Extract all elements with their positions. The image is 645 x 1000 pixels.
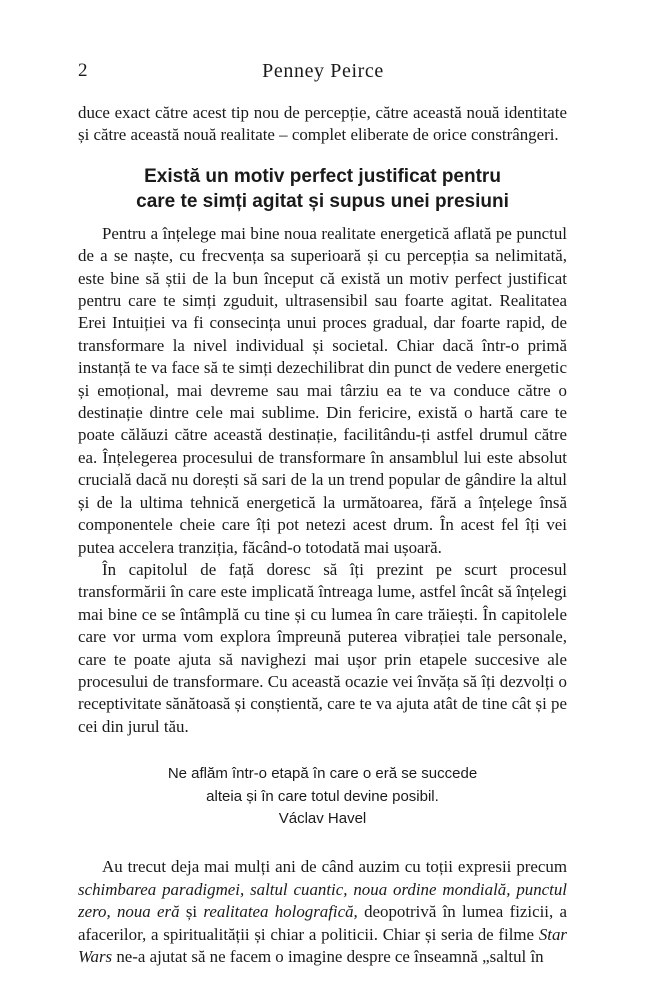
- quote-line-2: alteia și în care totul devine posibil.: [206, 787, 439, 805]
- paragraph-3-italic-terms: schimbarea paradigmei, saltul cuantic, noua ordine mondială, punctul zero, noua eră: [78, 879, 567, 922]
- paragraph-3-text-2: și: [179, 902, 204, 922]
- page-header: [78, 58, 568, 88]
- section-heading-line-2: care te simți agitat și supus unei presiuni: [136, 190, 509, 212]
- paragraph-1: Pentru a înțelege mai bine noua realitate energetică aflată pe punctul de a se naște, cu frecvența sa superioară și cu percepția sa nelimitată, este bine să știi de la bun început că există un motiv perfect justificat pentru care te simți zguduit, ultrasensibil sau foarte agitat. Realitatea Erei Intuiției va fi consecința unui proces gradual, dar foarte rapid, de transformare la nivel individual și societal. Chiar dacă într-o primă instanță te va face să te simți dezechilibrat din punct de vedere energetic și emoțional, mai devreme sau mai târziu ea te va conduce către o destinație dintre cele mai sublime. Din fericire, există o hartă care te poate călăuzi către această destinație, facilitându-ți astfel drumul către ea. Înțelegerea procesului de transformare în ansamblul lui este absolut crucială dacă nu dorești să sari de la un trend popular de gândire la altul și de la ultima tehnică energetică la următoarea, fără a înțelege însă componentele cheie care îți pot netezi acest drum. În acest fel îți vei putea accelera tranziția, făcând-o totodată mai ușoară.: [78, 223, 567, 557]
- paragraph-3-italic-holographic: realitatea holografică,: [203, 902, 358, 922]
- paragraph-2: În capitolul de față doresc să îți prezint pe scurt procesul transformării în care este implicată întreaga lume, astfel încât să înțelegi mai bine ce se întâmplă cu tine și cu lumea în care trăiești. În capitolele care vor urma vom explora împreună puterea vibrației tale personale, care te poate ajuta să navighezi mai ușor prin etapele succesive ale procesului de transformare. Cu această ocazie vei învăța să îți dezvolți o receptivitate sănătoasă și conștientă, care te va ajuta atât de tine cât și pe cei din jurul tău.: [78, 559, 567, 736]
- paragraph-3-italic-star-wars: Star Wars: [78, 924, 567, 966]
- running-head-author: Penney Peirce: [262, 60, 384, 82]
- page-number: 2: [78, 60, 88, 81]
- paragraph-3-text-3: deopotrivă în lumea fizicii, a afacerilor, a spiritualității și chiar a politicii. Chiar și seria de filme: [78, 902, 567, 944]
- quote-line-1: Ne aflăm într-o etapă în care o eră se succede: [167, 765, 478, 783]
- section-heading-line-1: Există un motiv perfect justificat pentru: [144, 165, 501, 187]
- paragraph-3: [78, 856, 567, 968]
- paragraph-3-text-4: ne-a ajutat să ne facem o imagine despre ce înseamnă „saltul în: [112, 947, 544, 966]
- body-text: [78, 102, 567, 968]
- section-heading: [78, 164, 567, 214]
- opening-paragraph: duce exact către acest tip nou de percepție, către această nouă identitate și către această nouă realitate – complet eliberate de orice constrângeri.: [78, 103, 567, 145]
- paragraph-3-text-1: Au trecut deja mai mulți ani de când auzim cu toții expresii precum: [102, 857, 567, 877]
- quote-author: Václav Havel: [278, 809, 367, 827]
- epigraph-quote: [78, 763, 567, 830]
